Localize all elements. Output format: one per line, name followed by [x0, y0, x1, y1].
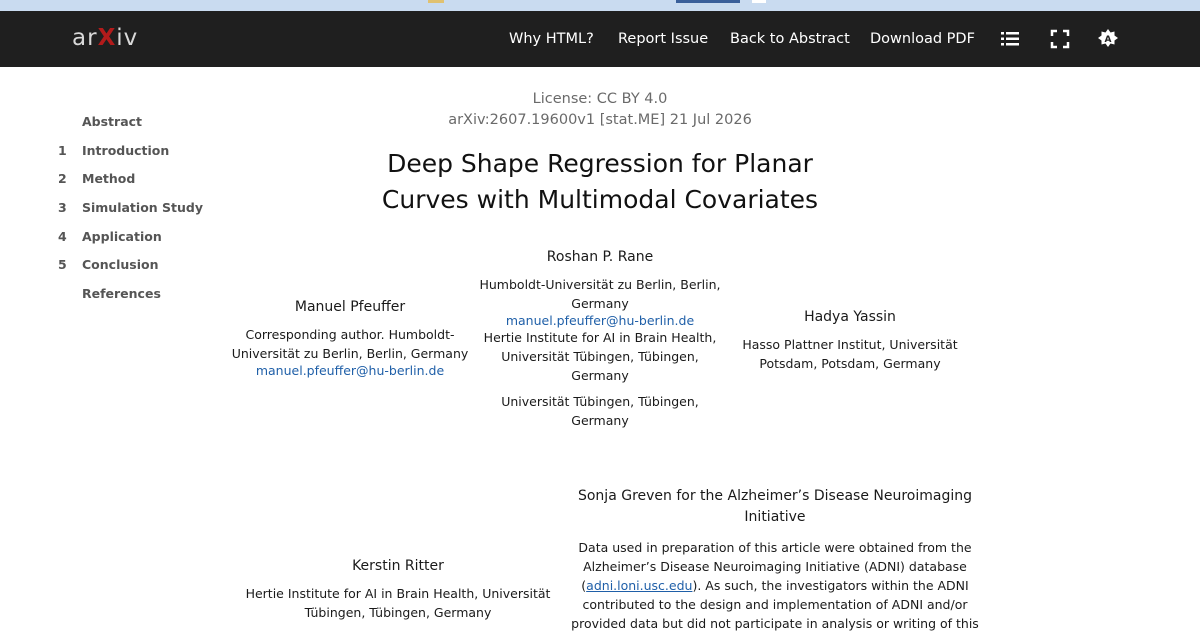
- paper-title-line: Deep Shape Regression for Planar: [387, 149, 813, 178]
- back-to-abstract-link[interactable]: Back to Abstract: [730, 31, 850, 47]
- author-email-link[interactable]: manuel.pfeuffer@hu-berlin.de: [255, 363, 445, 378]
- author-note: Data used in preparation of this article were obtained from the Alzheimer’s Disease Neuroimaging Initiative (ADNI) database (adni.loni.usc.edu). As such, the investigators within the ADNI contributed to the design and implementation of ADNI and/or provided data but did not participate in analysis or writing of this: [571, 540, 979, 631]
- author-email-link[interactable]: manuel.pfeuffer@hu-berlin.de: [505, 313, 695, 328]
- logo-text-start: ar: [72, 25, 98, 51]
- arxiv-id-line: arXiv:2607.19600v1 [stat.ME] 21 Jul 2026: [448, 112, 752, 128]
- arxiv-logo[interactable]: [72, 25, 138, 51]
- toc-item-simulation-study[interactable]: 3 Simulation Study: [58, 200, 204, 215]
- author-affiliation: Universität Tübingen, Tübingen, Germany: [501, 394, 699, 428]
- author-name: Hadya Yassin: [804, 309, 896, 325]
- author-affiliation: Hertie Institute for AI in Brain Health, Universität Tübingen, Tübingen, Germany: [245, 586, 551, 620]
- author-affiliation: Hertie Institute for AI in Brain Health, Universität Tübingen, Tübingen, Germany: [483, 330, 717, 383]
- toc-item-conclusion[interactable]: 5 Conclusion: [58, 257, 159, 272]
- author-block-greven: [570, 486, 980, 633]
- svg-text:A: A: [1104, 35, 1112, 45]
- author-affiliation: Hasso Plattner Institut, Universität Potsdam, Potsdam, Germany: [742, 337, 958, 371]
- author-name: Roshan P. Rane: [546, 249, 654, 265]
- author-block-pfeuffer: [225, 299, 475, 378]
- author-name: Kerstin Ritter: [352, 558, 444, 574]
- download-pdf-link[interactable]: Download PDF: [870, 31, 975, 47]
- adni-link[interactable]: adni.loni.usc.edu: [586, 578, 693, 593]
- author-block-ritter: [240, 558, 556, 622]
- author-block-yassin: [730, 309, 970, 373]
- logo-text-end: iv: [116, 25, 139, 51]
- author-name: Sonja Greven for the Alzheimer’s Disease Neuroimaging Initiative: [577, 488, 973, 525]
- author-affiliation: Corresponding author. Humboldt- Universität zu Berlin, Berlin, Germany: [231, 327, 469, 361]
- toc-item-application[interactable]: 4 Application: [58, 229, 162, 244]
- fullscreen-icon[interactable]: [1049, 28, 1071, 50]
- tab-button-fragment: [752, 0, 766, 3]
- why-html-link[interactable]: Why HTML?: [509, 31, 594, 47]
- site-header: [0, 11, 1200, 67]
- paper-title-line: Curves with Multimodal Covariates: [381, 185, 819, 214]
- logo-text-x: X: [97, 25, 117, 51]
- paper-title: [340, 146, 860, 218]
- toc-item-method[interactable]: 2 Method: [58, 171, 136, 186]
- tab-underline-fragment: [676, 0, 740, 3]
- theme-toggle-icon[interactable]: [1097, 28, 1119, 50]
- license-line: License: CC BY 4.0: [532, 91, 668, 107]
- author-name: Manuel Pfeuffer: [294, 299, 406, 315]
- browser-top-strip: [0, 0, 1200, 11]
- report-issue-link[interactable]: Report Issue: [618, 31, 709, 47]
- toc-item-references[interactable]: References: [82, 286, 161, 301]
- author-affiliation: Humboldt-Universität zu Berlin, Berlin, Germany: [479, 277, 721, 311]
- author-block-rane: [470, 249, 730, 430]
- toc-item-abstract[interactable]: Abstract: [82, 114, 143, 129]
- tab-favicon-fragment: [428, 0, 444, 3]
- toc-item-introduction[interactable]: 1 Introduction: [58, 143, 170, 158]
- list-icon[interactable]: [999, 28, 1021, 50]
